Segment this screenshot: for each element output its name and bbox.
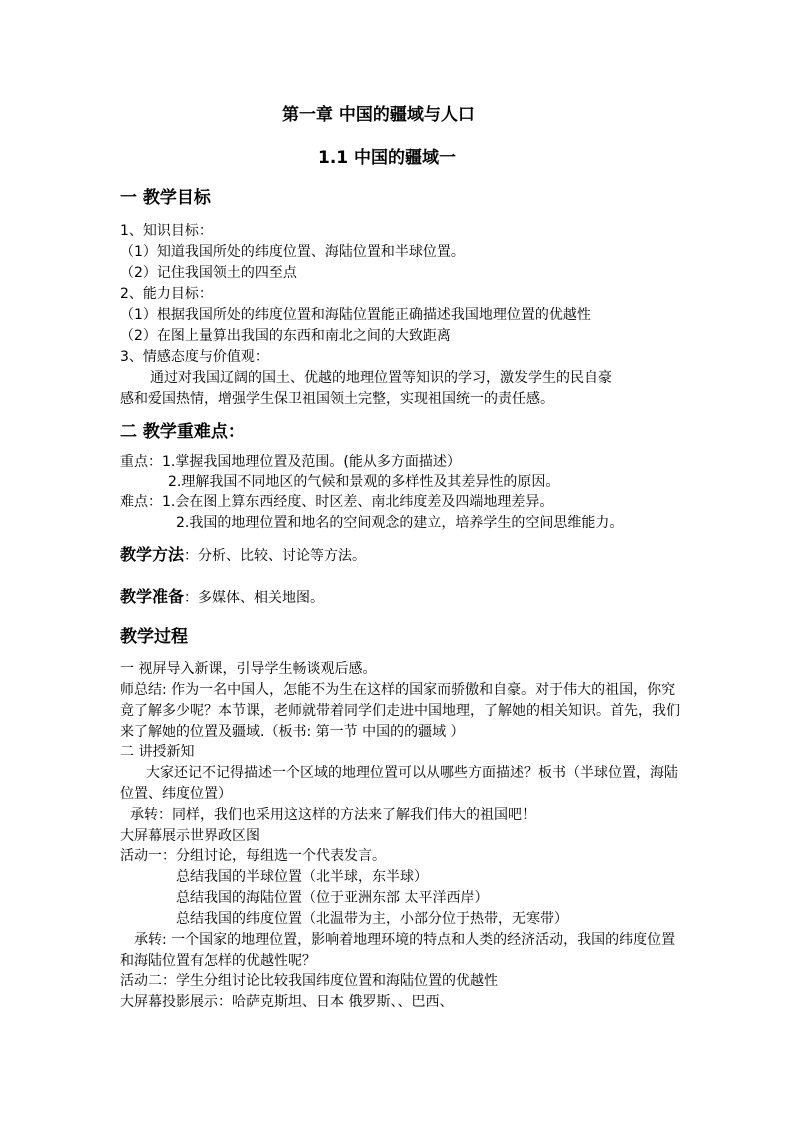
key-points-heading: 二 教学重难点： [120,422,245,442]
process-line-4b: 位置、纬度位置） [120,786,232,802]
process-line-5: 承转：同样，我们也采用这这样的方法来了解我们伟大的祖国吧！ [130,807,536,823]
teaching-prep-label: 教学准备 [120,587,185,606]
ability-label: 2、能力目标： [120,286,213,302]
activity-1: 活动一：分组讨论，每组选一个代表发言。 [120,848,386,864]
process-line-6: 大屏幕展示世界政区图 [120,828,260,844]
teaching-method [120,546,366,565]
teaching-prep-text: ：多媒体、相关地图。 [184,590,325,606]
process-line-13: 大屏幕投影展示：哈萨克斯坦、日本 俄罗斯、、巴西、 [120,994,454,1010]
summary-latitude: 总结我国的纬度位置（北温带为主，小部分位于热带，无寒带） [176,911,568,927]
knowledge-item-2: （2）记住我国领土的四至点 [120,265,297,281]
knowledge-label: 1、知识目标： [120,223,213,239]
ability-item-2: （2）在图上量算出我国的东西和南北之间的大致距离 [120,328,451,344]
process-line-11a: 承转: 一个国家的地理位置，影响着地理环境的特点和人类的经济活动，我国的纬度位置 [134,932,676,948]
key-point-1: 重点：1.掌握我国地理位置及范围。(能从多方面描述） [120,454,461,470]
section-title: 1.1 中国的疆域一 [318,148,457,168]
difficulty-2: 2.我国的地理位置和地名的空间观念的建立，培养学生的空间思维能力。 [176,515,624,531]
process-line-4a: 大家还记不记得描述一个区域的地理位置可以从哪些方面描述？板书（半球位置，海陆 [146,765,678,781]
objectives-heading: 一 教学目标 [120,188,211,208]
summary-sea-land: 总结我国的海陆位置（位于亚洲东部 太平洋西岸） [176,890,489,906]
teaching-prep [120,588,324,607]
ability-item-1: （1）根据我国所处的纬度位置和海陆位置能正确描述我国地理位置的优越性 [120,307,591,323]
process-line-2a: 师总结: 作为一名中国人，怎能不为生在这样的国家而骄傲和自豪。对于伟大的祖国，你究 [120,682,676,698]
teaching-method-text: ：分析、比较、讨论等方法。 [184,548,367,564]
teaching-method-label: 教学方法 [120,545,185,564]
process-line-3: 二 讲授新知 [120,744,195,760]
process-heading: 教学过程 [120,627,188,647]
emotion-text-line-1: 通过对我国辽阔的国土、优越的地理位置等知识的学习，激发学生的民自豪 [150,370,612,386]
key-point-2: 2.理解我国不同地区的气候和景观的多样性及其差异性的原因。 [168,474,560,490]
activity-2: 活动二：学生分组讨论比较我国纬度位置和海陆位置的优越性 [120,973,498,989]
chapter-title: 第一章 中国的疆域与人口 [282,105,475,125]
process-line-2b: 竟了解多少呢？本节课，老师就带着同学们走进中国地理，了解她的相关知识。首先，我们 [120,703,680,719]
knowledge-item-1: （1）知道我国所处的纬度位置、海陆位置和半球位置。 [120,244,465,260]
process-line-2c: 来了解她的位置及疆域.（板书: 第一节 中国的的疆域 ） [120,724,465,740]
process-line-1: 一 视屏导入新课，引导学生畅谈观后感。 [120,661,377,677]
summary-hemisphere: 总结我国的半球位置（北半球，东半球） [176,869,428,885]
process-line-11b: 和海陆位置有怎样的优越性呢？ [120,953,316,969]
emotion-label: 3、情感态度与价值观： [120,349,269,365]
emotion-text-line-2: 感和爱国热情，增强学生保卫祖国领土完整，实现祖国统一的责任感。 [120,391,554,407]
difficulty-1: 难点：1.会在图上算东西经度、时区差、南北纬度差及四端地理差异。 [120,494,554,510]
